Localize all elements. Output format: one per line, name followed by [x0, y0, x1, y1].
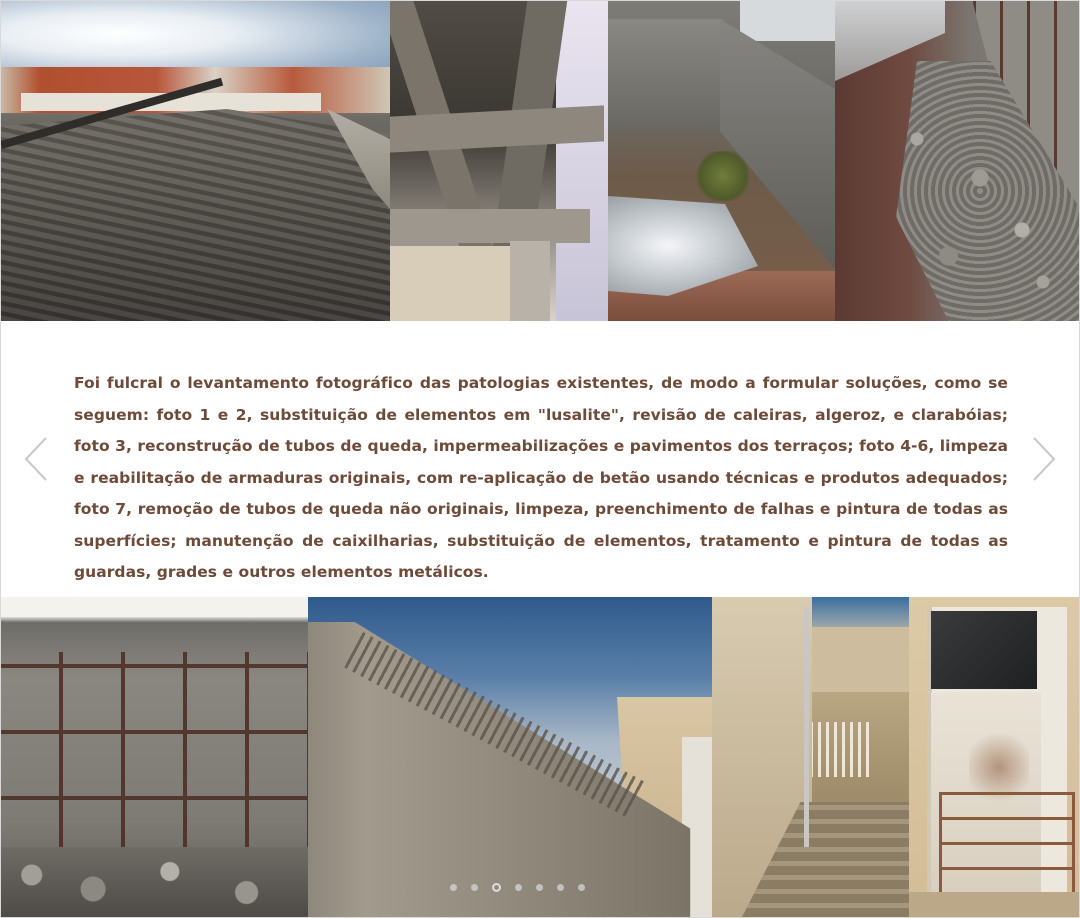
pagination-dots: [450, 880, 585, 894]
chevron-right-icon: [1028, 436, 1058, 482]
photo-concrete-wall: [308, 597, 712, 917]
bottom-photo-strip: [1, 597, 1079, 917]
caption-panel: [1, 321, 1079, 597]
pagination-dot[interactable]: [578, 884, 585, 891]
prev-slide-button[interactable]: [22, 436, 52, 482]
top-photo-strip: [1, 1, 1079, 321]
pagination-dot[interactable]: [515, 884, 522, 891]
chevron-left-icon: [22, 436, 52, 482]
pagination-dot[interactable]: [492, 883, 501, 892]
next-slide-button[interactable]: [1028, 436, 1058, 482]
pagination-dot[interactable]: [471, 884, 478, 891]
photo-roof: [1, 1, 390, 321]
pagination-dot[interactable]: [557, 884, 564, 891]
photo-terrace: [608, 1, 835, 321]
photo-stairs: [712, 597, 909, 917]
photo-door: [909, 597, 1079, 917]
photo-rebar-wall: [1, 597, 308, 917]
caption-text: Foi fulcral o levantamento fotográfico das patologias existentes, de modo a formular soluções, como se seguem: foto 1 e 2, substituição de elementos em "lusalite", revisão de caleiras, algeroz, e clarabóias; foto 3, reconstrução de tubos de queda, impermeabilizações e pavimentos dos terraços; foto 4-6, limpeza e reabilitação de armaduras originais, com re-aplicação de betão usando técnicas e produtos adequados; foto 7, remoção de tubos de queda não originais, limpeza, preenchimento de falhas e pintura de todas as superfícies; manutenção de caixilharias, substituição de elementos, tratamento e pintura de todas as guardas, grades e outros elementos metálicos.: [74, 374, 1008, 581]
photo-rubble: [835, 1, 1079, 321]
pagination-dot[interactable]: [450, 884, 457, 891]
photo-beams: [390, 1, 608, 321]
pagination-dot[interactable]: [536, 884, 543, 891]
